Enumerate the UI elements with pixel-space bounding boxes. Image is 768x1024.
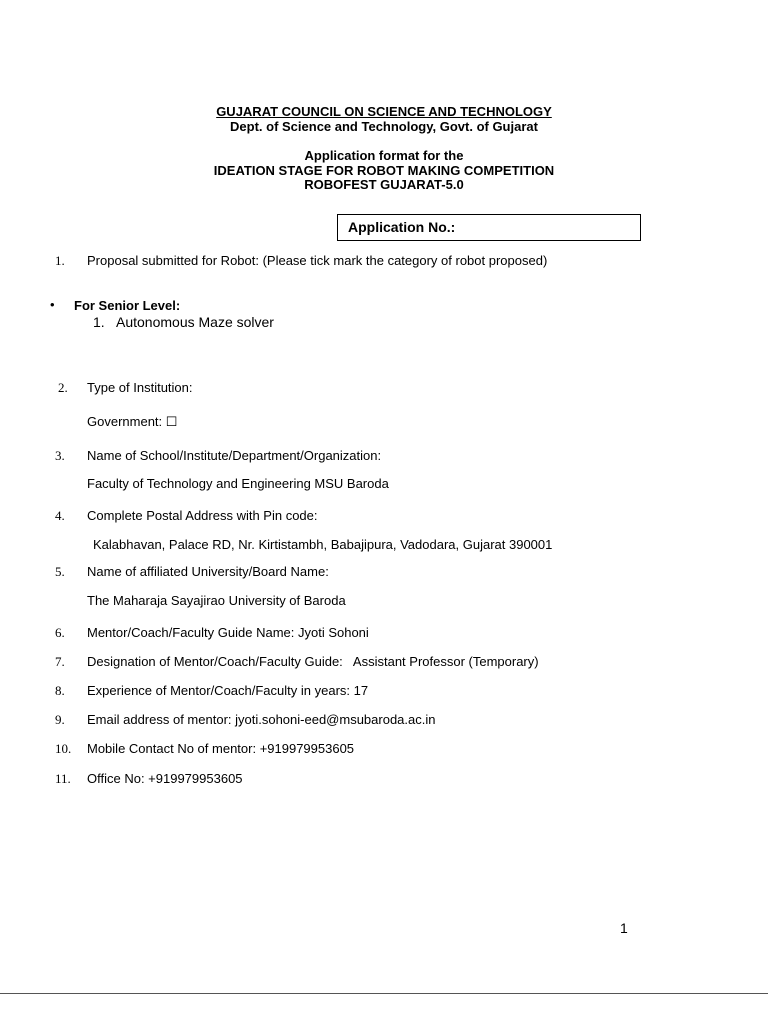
item-number-1: 1. xyxy=(55,253,65,268)
item-text-3: Name of School/Institute/Department/Organization: xyxy=(87,448,382,463)
page-number: 1 xyxy=(620,920,628,936)
item-number-3: 3. xyxy=(55,448,65,463)
item-text-6: Mentor/Coach/Faculty Guide Name: Jyoti Sohoni xyxy=(87,625,369,640)
item-text-2: Type of Institution: xyxy=(87,380,193,395)
item-text-7: Designation of Mentor/Coach/Faculty Guide: Assistant Professor (Temporary) xyxy=(87,654,539,669)
page-bottom-divider xyxy=(0,993,768,994)
senior-level-label: For Senior Level: xyxy=(74,298,181,313)
university-answer: The Maharaja Sayajirao University of Baroda xyxy=(87,593,346,608)
format-line: Application format for the xyxy=(304,148,464,163)
address-answer: Kalabhavan, Palace RD, Nr. Kirtistambh, Babajipura, Vadodara, Gujarat 390001 xyxy=(93,537,553,552)
item-number-2: 2. xyxy=(58,380,68,395)
item-number-11: 11. xyxy=(55,771,71,786)
item-text-9: Email address of mentor: jyoti.sohoni-eed@msubaroda.ac.in xyxy=(87,712,436,727)
item-text-8: Experience of Mentor/Coach/Faculty in years: 17 xyxy=(87,683,369,698)
option-text-1: Autonomous Maze solver xyxy=(116,314,274,330)
org-title: GUJARAT COUNCIL ON SCIENCE AND TECHNOLOGY xyxy=(216,104,552,119)
dept-title: Dept. of Science and Technology, Govt. of Gujarat xyxy=(230,119,538,134)
event-line: ROBOFEST GUJARAT-5.0 xyxy=(304,177,464,192)
institution-type-answer[interactable]: Government: ☐ xyxy=(87,414,178,429)
stage-line: IDEATION STAGE FOR ROBOT MAKING COMPETITION xyxy=(213,163,555,178)
item-number-7: 7. xyxy=(55,654,65,669)
item-text-5: Name of affiliated University/Board Name: xyxy=(87,564,329,579)
item-text-1: Proposal submitted for Robot: (Please tick mark the category of robot proposed) xyxy=(87,253,548,268)
option-number-1: 1. xyxy=(93,314,105,330)
item-text-4: Complete Postal Address with Pin code: xyxy=(87,508,318,523)
item-text-10: Mobile Contact No of mentor: +919979953605 xyxy=(87,741,355,756)
item-number-4: 4. xyxy=(55,508,65,523)
item-number-10: 10. xyxy=(55,741,72,756)
item-number-6: 6. xyxy=(55,625,65,640)
item-number-8: 8. xyxy=(55,683,65,698)
item-number-9: 9. xyxy=(55,712,65,727)
application-no-label: Application No.: xyxy=(348,219,456,235)
senior-level-bullet: • xyxy=(50,297,55,312)
institute-name-answer: Faculty of Technology and Engineering MSU Baroda xyxy=(87,476,389,491)
item-number-5: 5. xyxy=(55,564,65,579)
item-text-11: Office No: +919979953605 xyxy=(87,771,243,786)
application-no-box[interactable] xyxy=(337,214,641,241)
